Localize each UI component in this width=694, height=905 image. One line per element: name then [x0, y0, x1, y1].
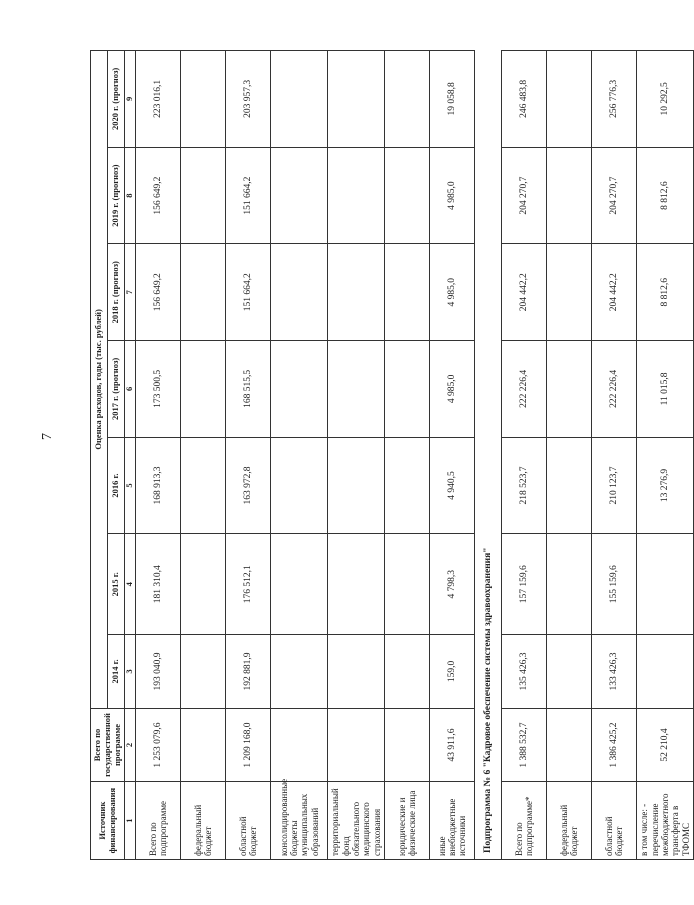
cell-value — [547, 708, 592, 782]
cell-value — [547, 51, 592, 148]
table-row — [328, 51, 385, 860]
cell-value: 156 649,2 — [136, 244, 181, 341]
cell-value: 4 985,0 — [430, 147, 475, 244]
cell-value: 218 523,7 — [502, 437, 547, 534]
cell-value — [181, 51, 226, 148]
cell-value — [181, 708, 226, 782]
cell-value: 4 985,0 — [430, 244, 475, 341]
cell-value: 204 442,2 — [592, 244, 637, 341]
cell-value: 151 664,2 — [226, 244, 271, 341]
cell-value — [385, 147, 430, 244]
cell-value: 222 226,4 — [502, 341, 547, 438]
header-year: 2020 г. (прогноз) — [108, 51, 125, 148]
cell-value — [271, 708, 328, 782]
column-index: 9 — [125, 51, 136, 148]
column-index: 3 — [125, 635, 136, 709]
cell-value — [547, 534, 592, 635]
cell-value: 223 016,1 — [136, 51, 181, 148]
cell-value: 133 426,3 — [592, 635, 637, 709]
cell-value — [181, 147, 226, 244]
cell-value: 193 040,9 — [136, 635, 181, 709]
cell-value: 156 649,2 — [136, 147, 181, 244]
table-row — [637, 51, 694, 860]
cell-value: 135 426,3 — [502, 635, 547, 709]
column-index: 8 — [125, 147, 136, 244]
cell-value — [271, 437, 328, 534]
cell-value: 1 209 168,0 — [226, 708, 271, 782]
subprogram-title: Подпрограмма № 6 "Кадровое обеспечение системы здравоохранения" — [475, 51, 502, 860]
cell-value — [271, 51, 328, 148]
row-source: территориальный фонд обязательного медицинского страхования — [328, 782, 385, 860]
cell-value: 11 015,8 — [637, 341, 694, 438]
header-source: Источник финансирования — [91, 782, 125, 860]
table-row — [226, 51, 271, 860]
cell-value: 4 798,3 — [430, 534, 475, 635]
cell-value — [271, 147, 328, 244]
cell-value — [181, 534, 226, 635]
table-row — [385, 51, 430, 860]
row-source: областной бюджет — [226, 782, 271, 860]
cell-value — [181, 437, 226, 534]
cell-value: 4 985,0 — [430, 341, 475, 438]
cell-value — [547, 341, 592, 438]
cell-value — [181, 635, 226, 709]
cell-value: 1 386 425,2 — [592, 708, 637, 782]
header-year: 2017 г. (прогноз) — [108, 341, 125, 438]
cell-value — [385, 51, 430, 148]
cell-value — [547, 635, 592, 709]
cell-value: 222 226,4 — [592, 341, 637, 438]
cell-value: 13 276,9 — [637, 437, 694, 534]
cell-value: 181 310,4 — [136, 534, 181, 635]
column-index: 2 — [125, 708, 136, 782]
cell-value: 8 812,6 — [637, 244, 694, 341]
cell-value: 1 253 079,6 — [136, 708, 181, 782]
cell-value — [385, 534, 430, 635]
cell-value: 204 270,7 — [592, 147, 637, 244]
cell-value — [328, 437, 385, 534]
cell-value: 52 210,4 — [637, 708, 694, 782]
cell-value — [547, 147, 592, 244]
cell-value: 19 058,8 — [430, 51, 475, 148]
table-row — [502, 51, 547, 860]
cell-value — [385, 437, 430, 534]
column-index: 6 — [125, 341, 136, 438]
cell-value — [271, 534, 328, 635]
cell-value — [637, 635, 694, 709]
cell-value: 176 512,1 — [226, 534, 271, 635]
cell-value — [385, 341, 430, 438]
table-row — [592, 51, 637, 860]
table-row — [136, 51, 181, 860]
column-index: 7 — [125, 244, 136, 341]
subprogram-row — [475, 51, 502, 860]
cell-value — [328, 534, 385, 635]
cell-value: 151 664,2 — [226, 147, 271, 244]
row-source: областной бюджет — [592, 782, 637, 860]
budget-table — [90, 50, 694, 860]
cell-value — [271, 635, 328, 709]
rotated-table-container — [90, 50, 691, 860]
row-source: консолидированные бюджеты муниципальных образований — [271, 782, 328, 860]
cell-value: 1 388 532,7 — [502, 708, 547, 782]
header-year: 2016 г. — [108, 437, 125, 534]
table-row — [430, 51, 475, 860]
header-estimate: Оценка расходов, годы (тыс. рублей) — [91, 51, 108, 709]
cell-value — [181, 341, 226, 438]
cell-value: 43 911,6 — [430, 708, 475, 782]
cell-value — [271, 244, 328, 341]
cell-value — [328, 635, 385, 709]
row-source: Всего по подпрограмме — [136, 782, 181, 860]
header-year: 2015 г. — [108, 534, 125, 635]
cell-value: 168 913,3 — [136, 437, 181, 534]
cell-value — [385, 635, 430, 709]
cell-value: 204 442,2 — [502, 244, 547, 341]
cell-value: 204 270,7 — [502, 147, 547, 244]
cell-value — [385, 708, 430, 782]
page-number: 7 — [40, 433, 55, 440]
cell-value: 256 776,3 — [592, 51, 637, 148]
cell-value: 4 940,5 — [430, 437, 475, 534]
column-index: 1 — [125, 782, 136, 860]
cell-value — [385, 244, 430, 341]
cell-value — [328, 51, 385, 148]
table-row — [181, 51, 226, 860]
cell-value: 10 292,5 — [637, 51, 694, 148]
cell-value — [637, 534, 694, 635]
cell-value: 246 483,8 — [502, 51, 547, 148]
row-source: юридические и физические лица — [385, 782, 430, 860]
row-source: федеральный бюджет — [181, 782, 226, 860]
row-source: в том числе: - перечисление межбюджетного трансферта в ТФОМС — [637, 782, 694, 860]
cell-value: 203 957,3 — [226, 51, 271, 148]
column-index: 5 — [125, 437, 136, 534]
cell-value — [328, 244, 385, 341]
header-year: 2018 г. (прогноз) — [108, 244, 125, 341]
row-source: федеральный бюджет — [547, 782, 592, 860]
table-row — [271, 51, 328, 860]
cell-value: 192 881,9 — [226, 635, 271, 709]
cell-value: 173 500,5 — [136, 341, 181, 438]
header-year: 2019 г. (прогноз) — [108, 147, 125, 244]
cell-value — [328, 708, 385, 782]
cell-value — [271, 341, 328, 438]
column-index: 4 — [125, 534, 136, 635]
header-total: Всего по государственной программе — [91, 708, 125, 782]
cell-value: 210 123,7 — [592, 437, 637, 534]
cell-value — [328, 341, 385, 438]
cell-value: 8 812,6 — [637, 147, 694, 244]
header-year: 2014 г. — [108, 635, 125, 709]
index-row — [125, 51, 136, 860]
cell-value: 157 159,6 — [502, 534, 547, 635]
cell-value — [181, 244, 226, 341]
cell-value — [328, 147, 385, 244]
cell-value: 168 515,5 — [226, 341, 271, 438]
row-source: иные внебюджетные источники — [430, 782, 475, 860]
row-source: Всего по подпрограмме* — [502, 782, 547, 860]
cell-value: 163 972,8 — [226, 437, 271, 534]
cell-value — [547, 244, 592, 341]
table-row — [547, 51, 592, 860]
cell-value: 155 159,6 — [592, 534, 637, 635]
cell-value: 159,0 — [430, 635, 475, 709]
cell-value — [547, 437, 592, 534]
